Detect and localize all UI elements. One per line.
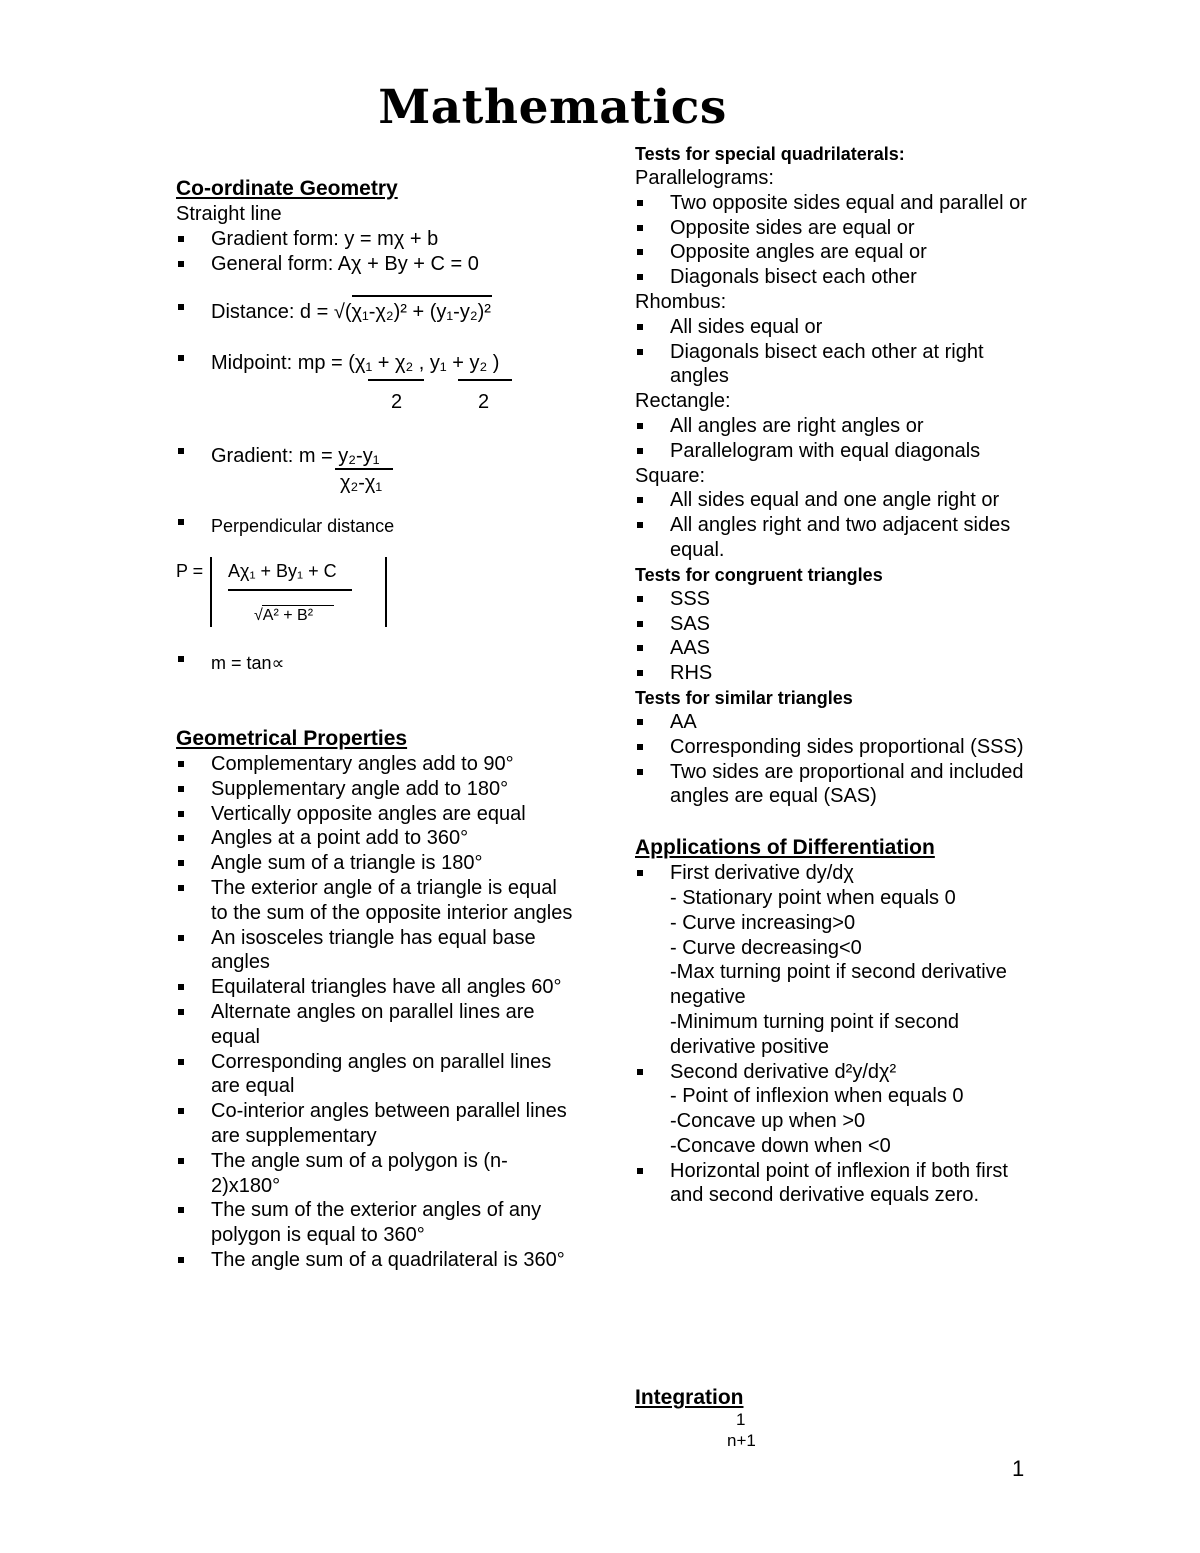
list-item: All angles are right angles or: [635, 414, 1035, 439]
second-derivative-line: -Concave down when <0: [670, 1134, 891, 1157]
list-item: RHS: [635, 661, 1035, 686]
list-item: The angle sum of a polygon is (n-2)x180°: [176, 1149, 576, 1199]
list-item: Diagonals bisect each other: [635, 265, 1035, 290]
first-derivative-line: - Curve increasing>0: [670, 911, 856, 934]
list-item: Supplementary angle add to 180°: [176, 777, 576, 802]
tan-item: [176, 653, 284, 674]
similar-heading: Tests for similar triangles: [635, 687, 853, 708]
distance-root-bar: [352, 295, 492, 297]
coordinate-geometry-heading: Co-ordinate Geometry: [176, 177, 398, 200]
abs-bar-right: [385, 557, 387, 627]
perpendicular-item: [176, 516, 394, 537]
perpendicular-root-bar: [262, 605, 334, 606]
left-column: [176, 176, 586, 276]
list-item: Opposite sides are equal or: [635, 216, 1035, 241]
straight-line-label: Straight line: [176, 203, 282, 225]
first-derivative-line: -Minimum turning point if second derivative positive: [670, 1010, 960, 1058]
list-item: The sum of the exterior angles of any polygon is equal to 360°: [176, 1198, 576, 1248]
distance-item: [176, 301, 491, 324]
midpoint-label: Midpoint: mp = (χ₁ + χ₂ , y₁ + y₂ ): [211, 352, 500, 374]
parallelograms-label: Parallelograms:: [635, 167, 774, 189]
integration-denominator: n+1: [727, 1431, 756, 1450]
integration-heading: Integration: [635, 1386, 744, 1409]
integration-numerator: 1: [736, 1410, 746, 1429]
straight-line-list: [176, 227, 586, 277]
perpendicular-numerator: Aχ₁ + By₁ + C: [228, 561, 337, 581]
geometrical-properties-list: [176, 752, 576, 1273]
midpoint-denominator-1: 2: [391, 391, 403, 413]
list-item: The angle sum of a quadrilateral is 360°: [176, 1248, 576, 1273]
list-item: SSS: [635, 587, 1035, 612]
midpoint-denominator-2: 2: [478, 391, 490, 413]
horizontal-inflexion-item: Horizontal point of inflexion if both first and second derivative equals zero.: [635, 1159, 1035, 1209]
gradient-item: [176, 445, 379, 468]
list-item: Alternate angles on parallel lines are equal: [176, 1000, 576, 1050]
first-derivative-line: -Max turning point if second derivative negative: [670, 961, 1007, 1009]
distance-label: Distance: d =: [211, 301, 334, 323]
second-derivative-line: - Point of inflexion when equals 0: [670, 1085, 964, 1108]
gradient-fraction-bar: [335, 468, 393, 470]
list-item: AAS: [635, 636, 1035, 661]
perpendicular-label: Perpendicular distance: [211, 516, 395, 536]
square-label: Square:: [635, 464, 706, 487]
list-item: All sides equal and one angle right or: [635, 488, 1035, 513]
list-item: An isosceles triangle has equal base angles: [176, 926, 576, 976]
list-item: SAS: [635, 612, 1035, 637]
gradient-form-item: Gradient form: y = mχ + b: [176, 227, 586, 252]
first-derivative-line: - Stationary point when equals 0: [670, 886, 956, 909]
list-item: Angles at a point add to 360°: [176, 826, 576, 851]
first-derivative-label: First derivative dy/dχ: [670, 862, 854, 885]
congruent-heading: Tests for congruent triangles: [635, 564, 883, 585]
list-item: Angle sum of a triangle is 180°: [176, 851, 576, 876]
midpoint-item: [176, 352, 499, 375]
page-number: 1: [1012, 1456, 1025, 1481]
perpendicular-fraction-bar: [228, 589, 352, 591]
rectangle-list: [635, 414, 1035, 464]
list-item: Two sides are proportional and included angles are equal (SAS): [635, 760, 1035, 810]
list-item: Parallelogram with equal diagonals: [635, 439, 1035, 464]
differentiation-heading: Applications of Differentiation: [635, 836, 935, 860]
gradient-label: Gradient: m = y₂-y₁: [211, 445, 380, 467]
tan-label: m = tan∝: [211, 653, 285, 673]
midpoint-fraction-bar-1: [368, 379, 424, 381]
geometrical-properties-heading: Geometrical Properties: [176, 727, 408, 750]
congruent-list: [635, 587, 1035, 686]
list-item: Vertically opposite angles are equal: [176, 802, 576, 827]
right-column: [635, 142, 1035, 1208]
differentiation-list: [635, 861, 1035, 1208]
parallelograms-list: [635, 191, 1035, 290]
rhombus-list: [635, 315, 1035, 389]
rhombus-label: Rhombus:: [635, 290, 727, 313]
general-form-item: General form: Aχ + By + C = 0: [176, 252, 586, 277]
list-item: Corresponding sides proportional (SSS): [635, 735, 1035, 760]
perpendicular-p: P =: [176, 561, 204, 581]
list-item: All angles right and two adjacent sides equal.: [635, 513, 1035, 563]
first-derivative-line: - Curve decreasing<0: [670, 936, 862, 959]
list-item: The exterior angle of a triangle is equal to the sum of the opposite interior angles: [176, 876, 576, 926]
second-derivative-label: Second derivative d²y/dχ²: [670, 1060, 897, 1083]
second-derivative-line: -Concave up when >0: [670, 1110, 866, 1133]
second-derivative-item: [635, 1060, 1035, 1159]
list-item: Diagonals bisect each other at right angles: [635, 340, 1035, 390]
page-title: Mathematics: [378, 80, 727, 135]
similar-list: [635, 710, 1035, 809]
perpendicular-denominator: √A² + B²: [254, 607, 314, 624]
list-item: Corresponding angles on parallel lines are equal: [176, 1050, 576, 1100]
list-item: Co-interior angles between parallel lines are supplementary: [176, 1099, 576, 1149]
distance-formula: √(χ₁-χ₂)² + (y₁-y₂)²: [333, 301, 491, 323]
midpoint-fraction-bar-2: [458, 379, 512, 381]
list-item: AA: [635, 710, 1035, 735]
geometrical-properties-section: [176, 726, 576, 1273]
list-item: Opposite angles are equal or: [635, 240, 1035, 265]
square-list: [635, 488, 1035, 562]
gradient-denominator: χ₂-χ₁: [340, 472, 383, 494]
list-item: All sides equal or: [635, 315, 1035, 340]
list-item: Equilateral triangles have all angles 60°: [176, 975, 576, 1000]
abs-bar-left: [210, 557, 212, 627]
list-item: Complementary angles add to 90°: [176, 752, 576, 777]
first-derivative-item: [635, 861, 1035, 1059]
rectangle-label: Rectangle:: [635, 390, 731, 413]
quadrilaterals-heading: Tests for special quadrilaterals:: [635, 144, 905, 164]
list-item: Two opposite sides equal and parallel or: [635, 191, 1035, 216]
